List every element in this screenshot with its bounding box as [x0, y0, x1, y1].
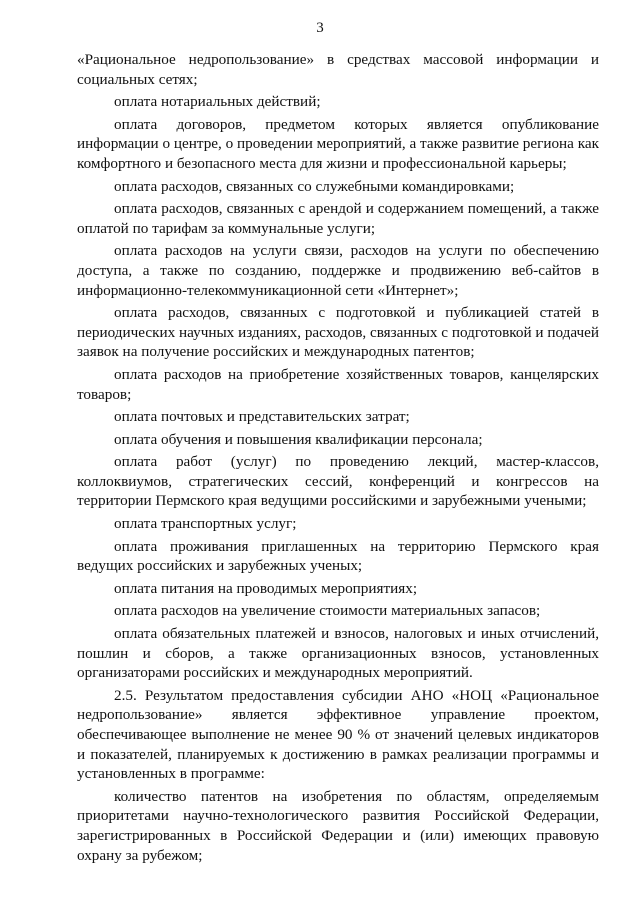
paragraph: оплата расходов на услуги связи, расходов на услуги по обеспечению доступа, а также по созданию, поддержке и продвижению веб-сайтов в информационно-телекоммуникационной сети «Интернет»;	[77, 242, 599, 299]
paragraph: оплата расходов на увеличение стоимости материальных запасов;	[114, 602, 541, 620]
paragraph: оплата проживания приглашенных на территорию Пермского края ведущих российских и зарубежных ученых;	[77, 537, 599, 575]
paragraph: оплата расходов, связанных с подготовкой и публикацией статей в периодических научных изданиях, расходов, связанных с подготовкой и подачей заявок на получение российских и международных патентов;	[77, 304, 599, 361]
paragraph: оплата обучения и повышения квалификации персонала;	[114, 430, 483, 448]
paragraph: оплата договоров, предметом которых является опубликование информации о центре, о проведении мероприятий, а также развитие региона как комфортного и безопасного места для жизни и профессиональной карьеры;	[77, 115, 599, 172]
paragraph: оплата обязательных платежей и взносов, налоговых и иных отчислений, пошлин и сборов, а также организационных взносов, установленных организаторами российских и международных мероприятий.	[77, 625, 599, 682]
paragraph: «Рациональное недропользование» в средствах массовой информации и социальных сетях;	[77, 51, 599, 88]
paragraph: количество патентов на изобретения по областям, определяемым приоритетами научно-технологического развития Российской Федерации, зарегистрированных в Российской Федерации и (или) имеющих правовую охрану за рубежом;	[77, 787, 599, 864]
paragraph: оплата расходов, связанных со служебными командировками;	[114, 177, 515, 195]
section-paragraph: 2.5. Результатом предоставления субсидии АНО «НОЦ «Рациональное недропользование» является эффективное управление проектом, обеспечивающее выполнение не менее 90 % от значений целевых индикаторов и показателей, планируемых к достижению в рамках реализации программы и установленных в программе:	[77, 686, 599, 783]
page-number: 3	[316, 20, 324, 36]
paragraph: оплата нотариальных действий;	[114, 93, 321, 111]
paragraph: оплата расходов, связанных с арендой и содержанием помещений, а также оплатой по тарифам за коммунальные услуги;	[77, 200, 599, 237]
document-body	[77, 50, 599, 868]
paragraph: оплата почтовых и представительских затрат;	[114, 408, 410, 426]
paragraph: оплата работ (услуг) по проведению лекций, мастер-классов, коллоквиумов, стратегических сессий, конференций и конгрессов на территории Пермского края ведущими российскими и зарубежными учеными;	[77, 453, 599, 510]
paragraph: оплата питания на проводимых мероприятиях;	[114, 579, 418, 597]
paragraph: оплата расходов на приобретение хозяйственных товаров, канцелярских товаров;	[77, 365, 599, 403]
paragraph: оплата транспортных услуг;	[114, 515, 297, 533]
